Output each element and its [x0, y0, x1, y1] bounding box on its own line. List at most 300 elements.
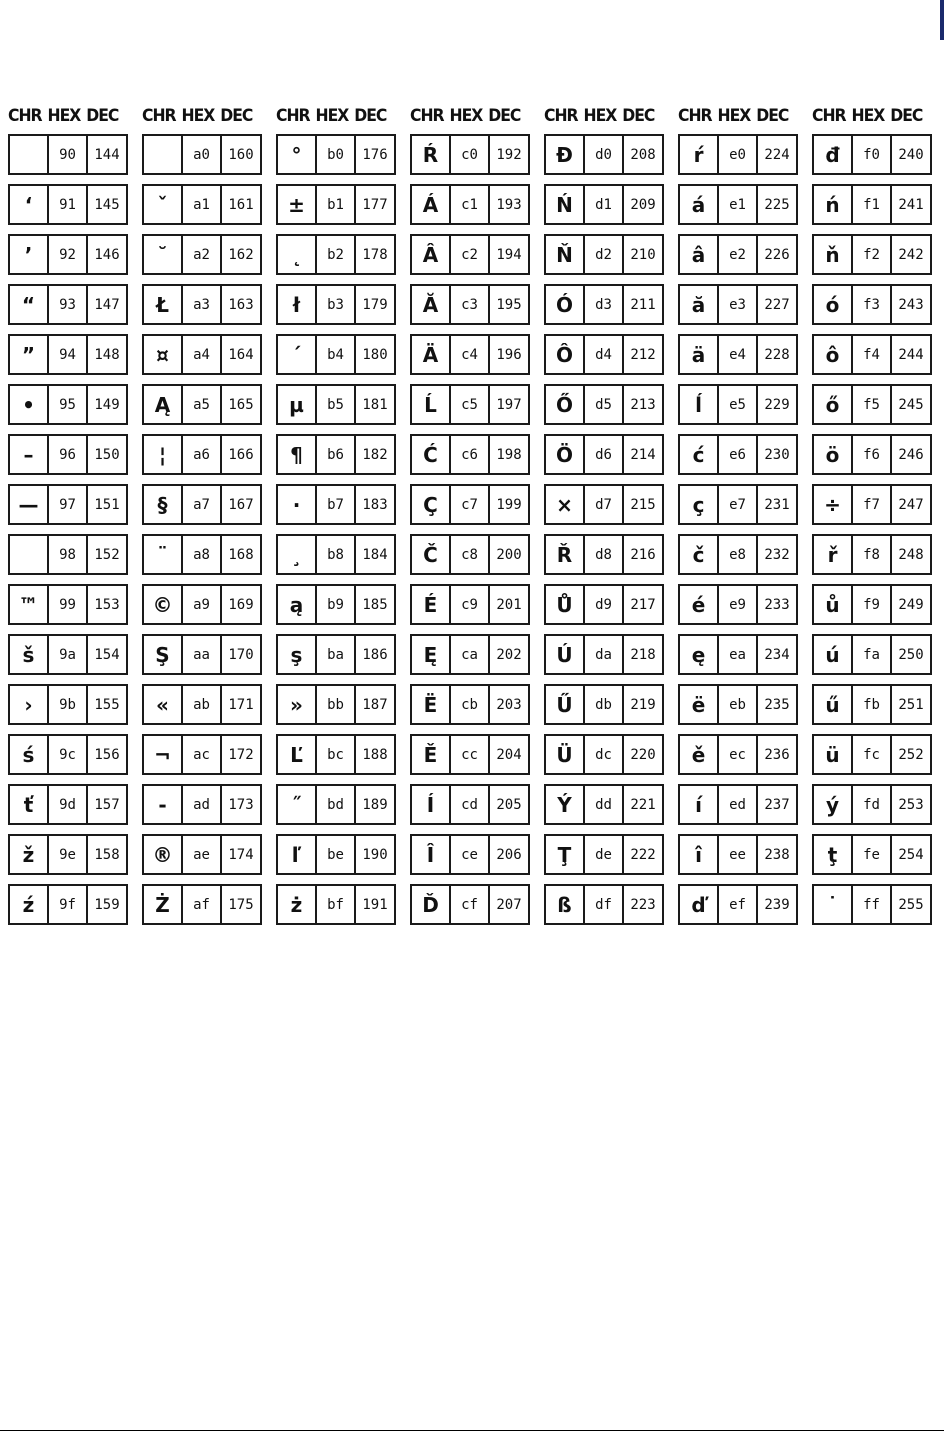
chr-cell: Ó [546, 286, 585, 323]
chr-cell: ˛ [278, 236, 317, 273]
hex-cell: ff [853, 886, 892, 923]
chr-cell: ř [814, 536, 853, 573]
hex-cell: c1 [451, 186, 490, 223]
dec-cell: 201 [496, 596, 522, 613]
table-row [276, 834, 396, 875]
dec-cell: 231 [764, 496, 790, 513]
hex-cell: e6 [719, 436, 758, 473]
hex-cell: 9e [49, 836, 88, 873]
table-row [410, 284, 530, 325]
dec-cell: 202 [496, 646, 522, 663]
dec-cell: 220 [630, 746, 656, 763]
dec-cell: 223 [630, 896, 656, 913]
table-row [410, 184, 530, 225]
chr-cell: © [144, 586, 183, 623]
dec-cell: 236 [764, 746, 790, 763]
hex-cell: da [585, 636, 624, 673]
dec-cell: 195 [496, 296, 522, 313]
table-row [410, 234, 530, 275]
bottom-rule [0, 1430, 944, 1431]
chr-cell: č [680, 536, 719, 573]
hex-cell: ae [183, 836, 222, 873]
table-row [812, 334, 932, 375]
hex-cell: 93 [49, 286, 88, 323]
hex-cell: de [585, 836, 624, 873]
table-row [142, 484, 262, 525]
chr-cell: ö [814, 436, 853, 473]
chr-cell: ˇ [144, 186, 183, 223]
chr-cell: á [680, 186, 719, 223]
chr-cell: ş [278, 636, 317, 673]
table-row [544, 784, 664, 825]
table-row [410, 884, 530, 925]
hex-cell: bc [317, 736, 356, 773]
table-row [678, 784, 798, 825]
header-hex: HEX [851, 106, 885, 126]
hex-cell: f6 [853, 436, 892, 473]
table-row [544, 534, 664, 575]
table-row [678, 634, 798, 675]
hex-cell: a6 [183, 436, 222, 473]
hex-cell: f4 [853, 336, 892, 373]
hex-cell: ac [183, 736, 222, 773]
dec-cell: 196 [496, 346, 522, 363]
dec-cell: 167 [228, 496, 254, 513]
chr-cell: đ [814, 136, 853, 173]
chr-cell: ± [278, 186, 317, 223]
chr-cell: Ş [144, 636, 183, 673]
dec-cell: 199 [496, 496, 522, 513]
hex-cell: c9 [451, 586, 490, 623]
hex-cell: 90 [49, 136, 88, 173]
table-row [678, 734, 798, 775]
chr-cell: ő [814, 386, 853, 423]
table-row [812, 484, 932, 525]
chr-cell: - [144, 786, 183, 823]
dec-cell: 177 [362, 196, 388, 213]
table-row [142, 434, 262, 475]
hex-cell: e9 [719, 586, 758, 623]
chr-cell: ă [680, 286, 719, 323]
chr-cell: î [680, 836, 719, 873]
chr-cell: š [10, 636, 49, 673]
header-hex: HEX [47, 106, 81, 126]
table-row [544, 134, 664, 175]
dec-cell: 188 [362, 746, 388, 763]
chr-cell: Ľ [278, 736, 317, 773]
dec-cell: 192 [496, 146, 522, 163]
dec-cell: 206 [496, 846, 522, 863]
table-row [276, 334, 396, 375]
hex-cell: fa [853, 636, 892, 673]
chr-cell: Đ [546, 136, 585, 173]
chr-cell: Č [412, 536, 451, 573]
dec-cell: 235 [764, 696, 790, 713]
table-row [410, 334, 530, 375]
dec-cell: 154 [94, 646, 120, 663]
chr-cell: · [278, 486, 317, 523]
hex-cell: cd [451, 786, 490, 823]
chr-cell: Ŕ [412, 136, 451, 173]
table-row [8, 234, 128, 275]
hex-cell: d9 [585, 586, 624, 623]
column-header [544, 104, 654, 128]
chr-cell: Ű [546, 686, 585, 723]
table-row [812, 384, 932, 425]
chr-cell: × [546, 486, 585, 523]
dec-cell: 178 [362, 246, 388, 263]
table-row [276, 534, 396, 575]
dec-cell: 191 [362, 896, 388, 913]
dec-cell: 224 [764, 146, 790, 163]
dec-cell: 150 [94, 446, 120, 463]
dec-cell: 153 [94, 596, 120, 613]
dec-cell: 225 [764, 196, 790, 213]
dec-cell: 200 [496, 546, 522, 563]
hex-cell: e1 [719, 186, 758, 223]
hex-cell: d2 [585, 236, 624, 273]
table-row [678, 134, 798, 175]
hex-cell: fd [853, 786, 892, 823]
table-row [544, 584, 664, 625]
hex-cell: ef [719, 886, 758, 923]
table-row [410, 434, 530, 475]
table-row [276, 134, 396, 175]
hex-cell: bf [317, 886, 356, 923]
dec-cell: 221 [630, 796, 656, 813]
chr-cell: ĺ [680, 386, 719, 423]
table-row [142, 384, 262, 425]
dec-cell: 165 [228, 396, 254, 413]
dec-cell: 219 [630, 696, 656, 713]
dec-cell: 144 [94, 146, 120, 163]
dec-cell: 215 [630, 496, 656, 513]
column-header [8, 104, 118, 128]
chr-cell: ž [10, 836, 49, 873]
header-dec: DEC [220, 106, 253, 126]
dec-cell: 239 [764, 896, 790, 913]
hex-cell: bb [317, 686, 356, 723]
chr-cell: í [680, 786, 719, 823]
dec-cell: 244 [898, 346, 924, 363]
dec-cell: 146 [94, 246, 120, 263]
header-hex: HEX [717, 106, 751, 126]
hex-cell: f8 [853, 536, 892, 573]
chr-cell: Ë [412, 686, 451, 723]
table-row [812, 634, 932, 675]
hex-cell: fc [853, 736, 892, 773]
chr-cell: ź [10, 886, 49, 923]
dec-cell: 185 [362, 596, 388, 613]
dec-cell: 169 [228, 596, 254, 613]
table-row [812, 734, 932, 775]
dec-cell: 213 [630, 396, 656, 413]
table-row [142, 884, 262, 925]
dec-cell: 198 [496, 446, 522, 463]
table-row [678, 184, 798, 225]
hex-cell: ce [451, 836, 490, 873]
chr-cell: Ú [546, 636, 585, 673]
dec-cell: 255 [898, 896, 924, 913]
hex-cell: b5 [317, 386, 356, 423]
chr-cell: ć [680, 436, 719, 473]
table-row [8, 584, 128, 625]
table-row [410, 834, 530, 875]
dec-cell: 193 [496, 196, 522, 213]
hex-cell: ee [719, 836, 758, 873]
table-row [8, 634, 128, 675]
hex-cell: c8 [451, 536, 490, 573]
hex-cell: 9a [49, 636, 88, 673]
chr-cell: Ň [546, 236, 585, 273]
table-row [678, 684, 798, 725]
hex-cell: bd [317, 786, 356, 823]
dec-cell: 163 [228, 296, 254, 313]
chr-cell: ó [814, 286, 853, 323]
hex-cell: d1 [585, 186, 624, 223]
dec-cell: 184 [362, 546, 388, 563]
hex-cell: b4 [317, 336, 356, 373]
dec-cell: 147 [94, 296, 120, 313]
chr-cell: Ă [412, 286, 451, 323]
hex-cell: d3 [585, 286, 624, 323]
table-row [142, 734, 262, 775]
table-row [678, 834, 798, 875]
header-dec: DEC [890, 106, 923, 126]
dec-cell: 159 [94, 896, 120, 913]
dec-cell: 189 [362, 796, 388, 813]
table-row [8, 134, 128, 175]
dec-cell: 226 [764, 246, 790, 263]
hex-cell: cf [451, 886, 490, 923]
hex-cell: a3 [183, 286, 222, 323]
table-row [410, 634, 530, 675]
table-row [276, 584, 396, 625]
dec-cell: 245 [898, 396, 924, 413]
chr-cell: ” [10, 336, 49, 373]
header-hex: HEX [583, 106, 617, 126]
table-row [276, 384, 396, 425]
chr-cell: — [10, 486, 49, 523]
chr-cell: Ý [546, 786, 585, 823]
hex-cell: b6 [317, 436, 356, 473]
dec-cell: 197 [496, 396, 522, 413]
hex-cell: c2 [451, 236, 490, 273]
table-row [678, 234, 798, 275]
table-row [410, 484, 530, 525]
table-row [812, 784, 932, 825]
hex-cell: b3 [317, 286, 356, 323]
hex-cell: aa [183, 636, 222, 673]
dec-cell: 234 [764, 646, 790, 663]
hex-cell: cb [451, 686, 490, 723]
hex-cell: ed [719, 786, 758, 823]
chr-cell: ˘ [144, 236, 183, 273]
dec-cell: 247 [898, 496, 924, 513]
dec-cell: 186 [362, 646, 388, 663]
hex-cell: b0 [317, 136, 356, 173]
chr-cell: Ń [546, 186, 585, 223]
table-row [142, 284, 262, 325]
table-row [8, 284, 128, 325]
chr-cell: ů [814, 586, 853, 623]
table-row [812, 184, 932, 225]
dec-cell: 253 [898, 796, 924, 813]
table-row [8, 684, 128, 725]
header-dec: DEC [86, 106, 119, 126]
dec-cell: 216 [630, 546, 656, 563]
chr-cell: ú [814, 636, 853, 673]
table-row [276, 484, 396, 525]
dec-cell: 222 [630, 846, 656, 863]
hex-cell: ea [719, 636, 758, 673]
dec-cell: 158 [94, 846, 120, 863]
dec-cell: 166 [228, 446, 254, 463]
table-row [410, 584, 530, 625]
chr-cell [144, 136, 183, 173]
table-row [276, 184, 396, 225]
hex-cell: b7 [317, 486, 356, 523]
hex-cell: d6 [585, 436, 624, 473]
hex-cell: a9 [183, 586, 222, 623]
chr-cell: Ď [412, 886, 451, 923]
hex-cell: c4 [451, 336, 490, 373]
table-row [142, 334, 262, 375]
chr-cell: ń [814, 186, 853, 223]
chr-cell: ¶ [278, 436, 317, 473]
chr-cell: Ő [546, 386, 585, 423]
chr-cell: ˝ [278, 786, 317, 823]
column-header [410, 104, 520, 128]
hex-cell: be [317, 836, 356, 873]
table-row [8, 784, 128, 825]
hex-cell: dd [585, 786, 624, 823]
dec-cell: 204 [496, 746, 522, 763]
hex-cell: c6 [451, 436, 490, 473]
hex-cell: ab [183, 686, 222, 723]
table-row [812, 584, 932, 625]
chr-cell: ´ [278, 336, 317, 373]
hex-cell: 96 [49, 436, 88, 473]
header-dec: DEC [622, 106, 655, 126]
table-row [142, 234, 262, 275]
chr-cell: ě [680, 736, 719, 773]
chr-cell: ¬ [144, 736, 183, 773]
hex-cell: b2 [317, 236, 356, 273]
hex-cell: 91 [49, 186, 88, 223]
chr-cell: ¦ [144, 436, 183, 473]
hex-cell: 9c [49, 736, 88, 773]
dec-cell: 214 [630, 446, 656, 463]
dec-cell: 160 [228, 146, 254, 163]
chr-cell: Î [412, 836, 451, 873]
header-chr: CHR [142, 106, 176, 126]
dec-cell: 233 [764, 596, 790, 613]
hex-cell: c0 [451, 136, 490, 173]
dec-cell: 251 [898, 696, 924, 713]
table-row [142, 584, 262, 625]
dec-cell: 170 [228, 646, 254, 663]
hex-cell: f3 [853, 286, 892, 323]
header-chr: CHR [544, 106, 578, 126]
chr-cell: Ô [546, 336, 585, 373]
chr-cell: ˙ [814, 886, 853, 923]
table-row [812, 884, 932, 925]
chr-cell: ł [278, 286, 317, 323]
chr-cell: µ [278, 386, 317, 423]
hex-cell: 99 [49, 586, 88, 623]
table-row [8, 484, 128, 525]
table-row [142, 684, 262, 725]
dec-cell: 149 [94, 396, 120, 413]
chr-cell: ę [680, 636, 719, 673]
dec-cell: 218 [630, 646, 656, 663]
table-row [544, 734, 664, 775]
dec-cell: 207 [496, 896, 522, 913]
chr-cell [10, 536, 49, 573]
hex-cell: e7 [719, 486, 758, 523]
header-dec: DEC [488, 106, 521, 126]
column-header [142, 104, 252, 128]
hex-cell: cc [451, 736, 490, 773]
table-row [544, 484, 664, 525]
dec-cell: 254 [898, 846, 924, 863]
chr-cell: ô [814, 336, 853, 373]
table-row [812, 534, 932, 575]
hex-cell: f2 [853, 236, 892, 273]
hex-cell: c5 [451, 386, 490, 423]
header-dec: DEC [756, 106, 789, 126]
chr-cell: Ł [144, 286, 183, 323]
hex-cell: e8 [719, 536, 758, 573]
header-chr: CHR [8, 106, 42, 126]
chr-cell: ý [814, 786, 853, 823]
chr-cell: « [144, 686, 183, 723]
chr-cell: Ĺ [412, 386, 451, 423]
chr-cell: ť [10, 786, 49, 823]
dec-cell: 174 [228, 846, 254, 863]
chr-cell: ţ [814, 836, 853, 873]
hex-cell: d0 [585, 136, 624, 173]
hex-cell: dc [585, 736, 624, 773]
table-row [678, 384, 798, 425]
dec-cell: 187 [362, 696, 388, 713]
table-row [142, 834, 262, 875]
chr-cell: ‘ [10, 186, 49, 223]
header-hex: HEX [181, 106, 215, 126]
table-row [8, 384, 128, 425]
dec-cell: 252 [898, 746, 924, 763]
dec-cell: 228 [764, 346, 790, 363]
table-row [544, 884, 664, 925]
chr-cell: É [412, 586, 451, 623]
chr-cell: ¨ [144, 536, 183, 573]
table-row [276, 284, 396, 325]
dec-cell: 171 [228, 696, 254, 713]
chr-cell: ň [814, 236, 853, 273]
chr-cell: ë [680, 686, 719, 723]
header-dec: DEC [354, 106, 387, 126]
table-row [812, 234, 932, 275]
table-row [544, 684, 664, 725]
chr-cell: ą [278, 586, 317, 623]
hex-cell: b1 [317, 186, 356, 223]
hex-cell: d7 [585, 486, 624, 523]
hex-cell: 94 [49, 336, 88, 373]
hex-cell: 98 [49, 536, 88, 573]
hex-cell: fe [853, 836, 892, 873]
table-row [544, 184, 664, 225]
